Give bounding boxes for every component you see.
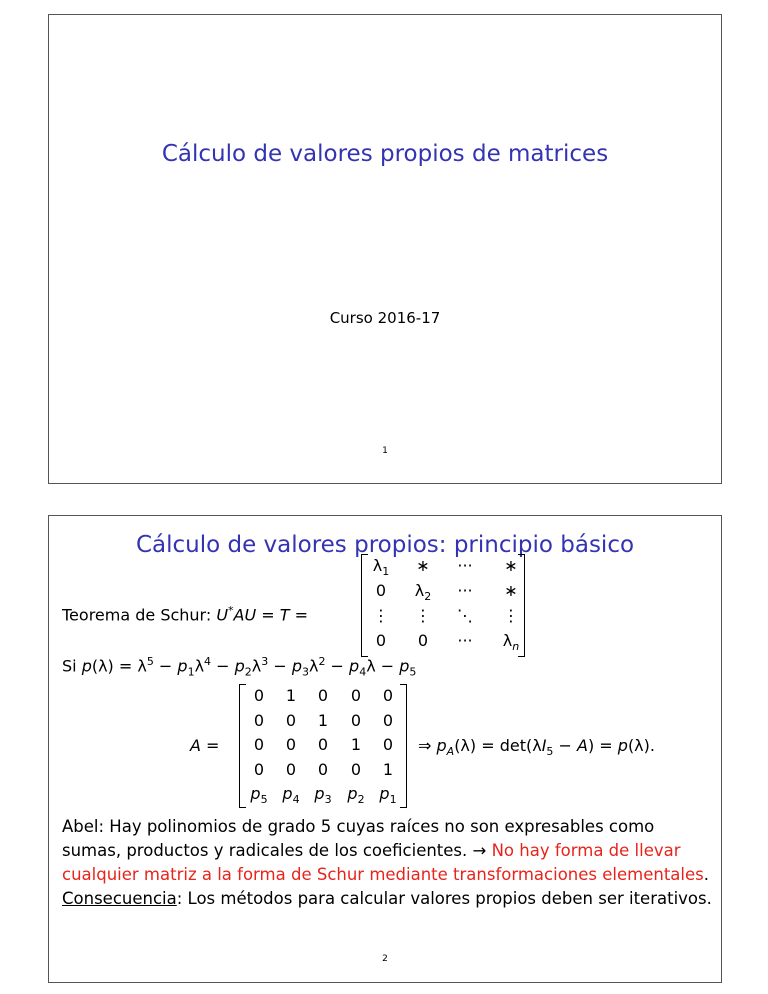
math-token: 3 bbox=[324, 793, 332, 807]
math-token: λ bbox=[502, 631, 513, 650]
page-number: 1 bbox=[382, 446, 388, 456]
math-token: = bbox=[200, 736, 220, 755]
math-token: ∗ bbox=[504, 581, 518, 600]
math-token: λ bbox=[308, 656, 319, 676]
math-token: − bbox=[553, 736, 577, 755]
math-token: 5 bbox=[146, 655, 154, 668]
math-token: Si bbox=[62, 656, 82, 676]
matrix-cell bbox=[408, 606, 438, 625]
matrix-cell bbox=[244, 784, 274, 806]
matrix-cell bbox=[341, 686, 371, 705]
math-token: λ bbox=[372, 556, 383, 575]
math-token: 0 bbox=[317, 735, 329, 754]
matrix-cell bbox=[276, 760, 306, 779]
matrix-cell bbox=[341, 784, 371, 806]
matrix-cell bbox=[373, 735, 403, 754]
math-token: 1 bbox=[389, 793, 397, 807]
math-token: 5 bbox=[546, 745, 554, 759]
slide-subtitle: Curso 2016-17 bbox=[329, 309, 441, 327]
matrix-cell bbox=[373, 711, 403, 730]
matrix-cell bbox=[308, 711, 338, 730]
matrix-cell bbox=[308, 760, 338, 779]
math-token: 0 bbox=[317, 759, 329, 779]
math-token: 4 bbox=[359, 665, 367, 679]
slide-title: Cálculo de valores propios: principio básico bbox=[135, 532, 635, 558]
math-token: T bbox=[279, 605, 290, 625]
math-token: 1 bbox=[317, 710, 329, 730]
math-token: 0 bbox=[382, 710, 394, 730]
math-token: ∗ bbox=[504, 556, 518, 575]
matrix-cell bbox=[450, 556, 480, 575]
matrix-cell bbox=[366, 581, 396, 600]
consequence-text: : Los métodos para calcular valores propios deben ser iterativos. bbox=[176, 889, 712, 908]
math-token: − bbox=[211, 656, 235, 676]
matrix-cell bbox=[496, 631, 526, 653]
math-token: 0 bbox=[317, 686, 329, 705]
math-token: 0 bbox=[253, 759, 265, 779]
matrix-cell bbox=[244, 686, 274, 705]
math-token: 2 bbox=[424, 590, 432, 604]
companion-matrix-A bbox=[239, 684, 407, 808]
matrix-cell bbox=[366, 556, 396, 578]
math-token: 0 bbox=[375, 581, 387, 600]
math-token: (λ) = det(λ bbox=[454, 736, 542, 755]
math-token: Teorema de Schur: bbox=[62, 605, 217, 625]
slide-title: Cálculo de valores propios de matrices bbox=[161, 141, 609, 167]
math-token: 2 bbox=[357, 793, 365, 807]
math-token: 4 bbox=[204, 655, 212, 668]
math-token: 0 bbox=[285, 710, 297, 730]
math-token: λ − bbox=[366, 656, 400, 676]
math-token: 1 bbox=[382, 565, 390, 579]
math-token: ⋮ bbox=[415, 606, 431, 625]
math-token: λ bbox=[251, 656, 262, 676]
math-token: 3 bbox=[261, 655, 269, 668]
math-token: ··· bbox=[457, 556, 473, 575]
matrix-cell bbox=[366, 631, 396, 650]
math-token: 2 bbox=[244, 665, 252, 679]
math-token: 0 bbox=[375, 631, 387, 650]
abel-text: Abel: Hay polinomios de grado 5 cuyas raíces no son expresables como sumas, productos y radicales de los coeficientes. → bbox=[62, 817, 655, 860]
slide-1 bbox=[48, 14, 722, 484]
math-token: 1 bbox=[187, 665, 195, 679]
math-token: ··· bbox=[457, 581, 473, 600]
math-token: 5 bbox=[260, 793, 268, 807]
matrix-cell bbox=[341, 711, 371, 730]
math-token: 1 bbox=[350, 735, 362, 754]
math-token: ⋱ bbox=[457, 606, 473, 625]
matrix-cell bbox=[244, 760, 274, 779]
math-token: ∗ bbox=[416, 556, 430, 575]
math-token: 0 bbox=[285, 759, 297, 779]
math-token: p bbox=[347, 784, 358, 803]
matrix-cell bbox=[276, 686, 306, 705]
math-token: p bbox=[617, 736, 628, 755]
matrix-cell bbox=[308, 686, 338, 705]
page-number: 2 bbox=[382, 954, 388, 964]
matrix-cell bbox=[450, 581, 480, 600]
schur-theorem-label bbox=[62, 604, 308, 624]
math-token: λ bbox=[194, 656, 205, 676]
math-token: (λ). bbox=[627, 736, 655, 755]
math-token: p bbox=[349, 656, 360, 676]
math-token: 0 bbox=[285, 735, 297, 754]
math-token: 3 bbox=[301, 665, 309, 679]
math-token: λ bbox=[414, 581, 425, 600]
matrix-cell bbox=[276, 711, 306, 730]
math-token: (λ) = λ bbox=[91, 656, 147, 676]
math-token: p bbox=[177, 656, 188, 676]
math-token: 0 bbox=[382, 686, 394, 705]
math-token: * bbox=[228, 604, 234, 617]
math-token: p bbox=[314, 784, 325, 803]
math-token: n bbox=[512, 640, 520, 654]
matrix-cell bbox=[408, 631, 438, 650]
consequence-label: Consecuencia bbox=[62, 889, 177, 908]
math-token: = bbox=[289, 605, 309, 625]
math-token: 0 bbox=[253, 735, 265, 754]
matrix-cell bbox=[373, 760, 403, 779]
math-token: − bbox=[325, 656, 350, 676]
math-token: p bbox=[250, 784, 261, 803]
math-token: 0 bbox=[350, 686, 362, 705]
math-token: ··· bbox=[457, 631, 473, 650]
abel-paragraph bbox=[62, 815, 712, 911]
matrix-cell bbox=[450, 631, 480, 650]
matrix-cell bbox=[496, 556, 526, 575]
matrix-cell bbox=[276, 735, 306, 754]
matrix-cell bbox=[341, 735, 371, 754]
matrix-cell bbox=[308, 735, 338, 754]
math-token: = bbox=[256, 605, 280, 625]
matrix-cell bbox=[244, 735, 274, 754]
math-token: A bbox=[190, 736, 201, 755]
math-token: ⋮ bbox=[503, 606, 519, 625]
matrix-cell bbox=[308, 784, 338, 806]
period: . bbox=[703, 865, 709, 884]
math-token: A bbox=[577, 736, 588, 755]
math-token: 1 bbox=[285, 686, 297, 705]
matrix-cell bbox=[366, 606, 396, 625]
math-token: p bbox=[379, 784, 390, 803]
math-token: 5 bbox=[409, 665, 417, 679]
matrix-cell bbox=[276, 784, 306, 806]
matrix-cell bbox=[496, 581, 526, 600]
math-token: 0 bbox=[350, 710, 362, 730]
matrix-cell bbox=[408, 581, 438, 603]
matrix-cell bbox=[496, 606, 526, 625]
math-token: AU bbox=[233, 605, 257, 625]
matrix-cell bbox=[408, 556, 438, 575]
schur-matrix-T bbox=[361, 554, 525, 657]
characteristic-polynomial bbox=[62, 655, 416, 679]
math-token: 0 bbox=[417, 631, 429, 650]
math-token: I bbox=[541, 736, 547, 755]
math-token: ⇒ bbox=[418, 736, 437, 755]
math-token: U bbox=[216, 605, 229, 625]
math-token: 0 bbox=[350, 759, 362, 779]
math-token: 4 bbox=[292, 793, 300, 807]
math-token: 0 bbox=[253, 686, 265, 705]
math-token: 0 bbox=[382, 735, 394, 754]
matrix-cell bbox=[244, 711, 274, 730]
slide-2 bbox=[48, 515, 722, 983]
math-token: − bbox=[268, 656, 292, 676]
math-token: p bbox=[291, 656, 302, 676]
math-token: ) = bbox=[587, 736, 618, 755]
matrix-cell bbox=[341, 760, 371, 779]
matrix-A-label bbox=[190, 736, 219, 755]
math-token: p bbox=[234, 656, 245, 676]
math-token: 0 bbox=[253, 710, 265, 730]
determinant-identity bbox=[418, 736, 655, 758]
math-token: p bbox=[399, 656, 410, 676]
matrix-cell bbox=[450, 606, 480, 625]
math-token: A bbox=[446, 745, 455, 759]
math-token: 2 bbox=[318, 655, 326, 668]
math-token: p bbox=[81, 656, 92, 676]
math-token: p bbox=[282, 784, 293, 803]
matrix-cell bbox=[373, 686, 403, 705]
math-token: ⋮ bbox=[373, 606, 389, 625]
math-token: 1 bbox=[382, 759, 394, 779]
matrix-cell bbox=[373, 784, 403, 806]
abel-highlight: No hay forma de llevar cualquier matriz a la forma de Schur mediante transformaciones elementales bbox=[62, 841, 704, 884]
math-token: − bbox=[153, 656, 178, 676]
math-token: p bbox=[436, 736, 447, 755]
